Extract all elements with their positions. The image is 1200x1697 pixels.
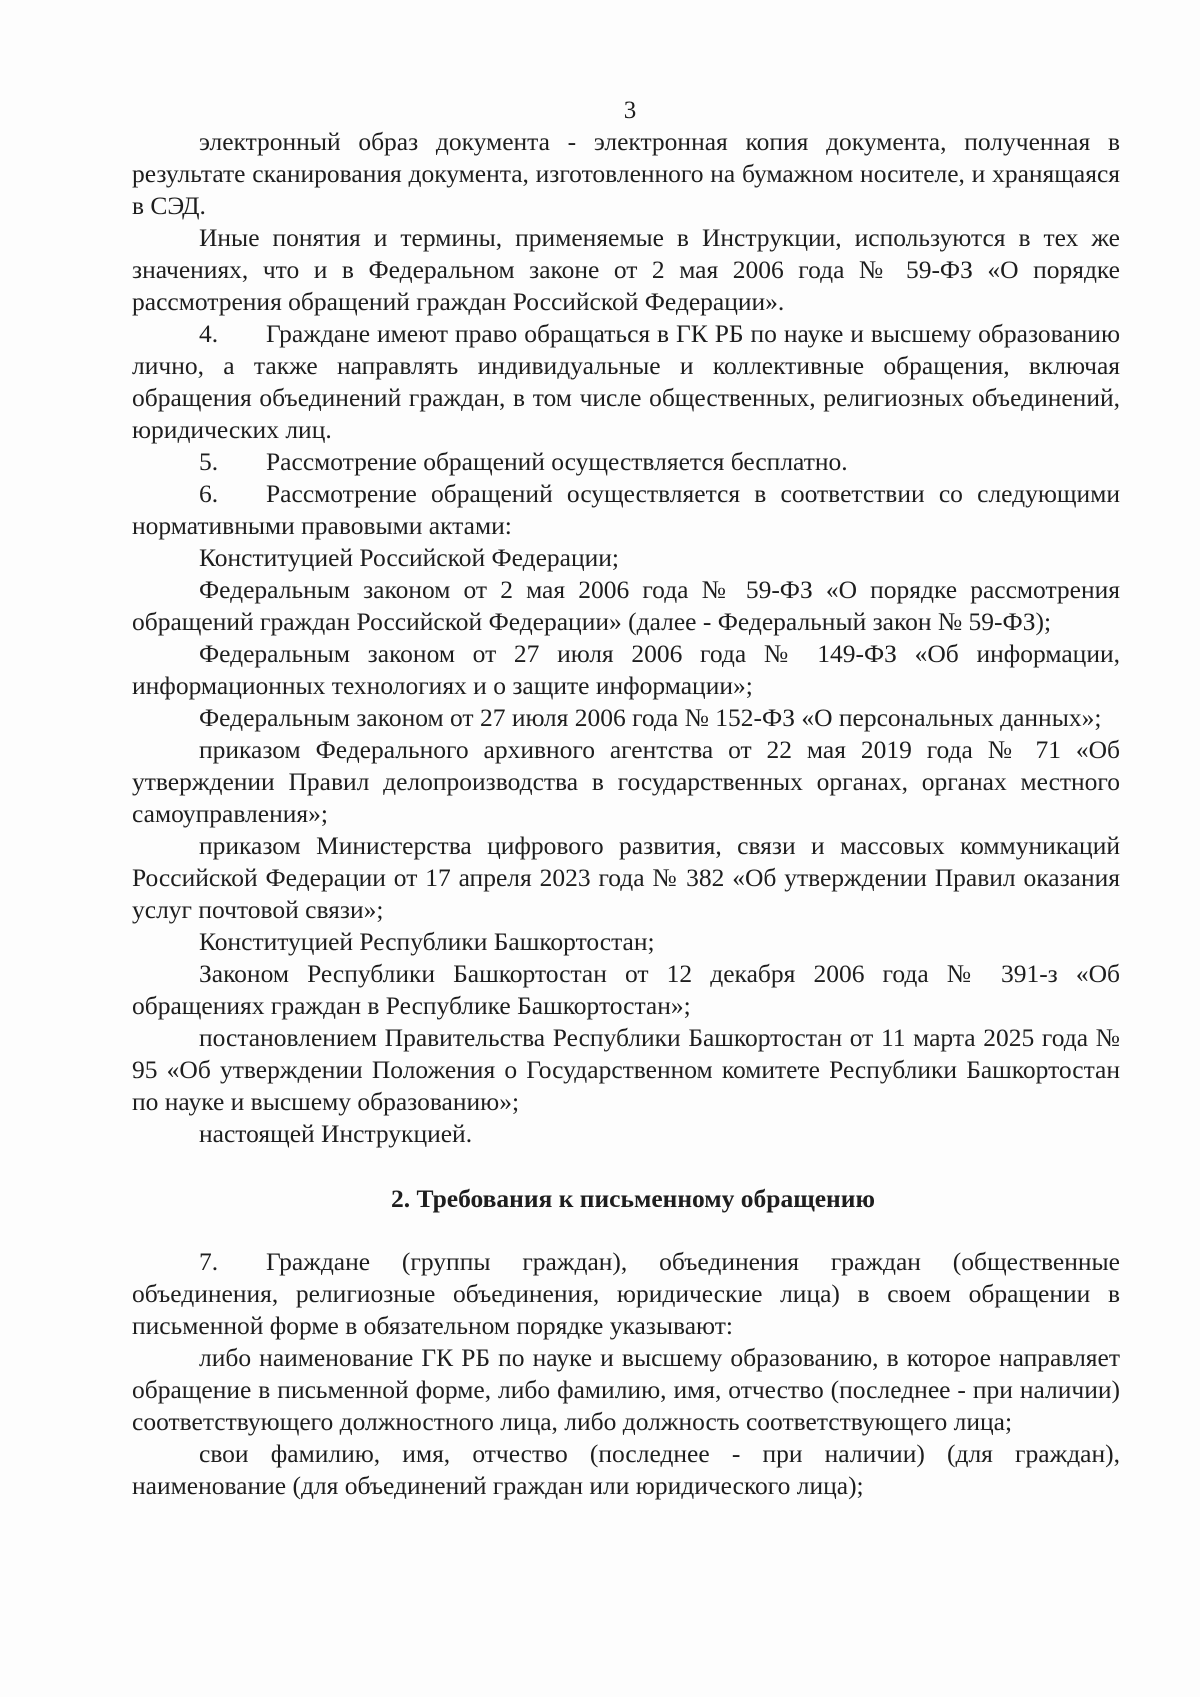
item-text: Рассмотрение обращений осуществляется в соответствии со следующими нормативными правовыми актами:	[132, 479, 1120, 540]
item-text: Граждане имеют право обращаться в ГК РБ по науке и высшему образованию лично, а также направлять индивидуальные и коллективные обращения, включая обращения объединений граждан, в том числе общественных, религиозных объединений, юридических лиц.	[132, 319, 1120, 444]
item-number: 7.	[199, 1247, 219, 1276]
item-text: Граждане (группы граждан), объединения граждан (общественные объединения, религиозные объединения, юридические лица) в своем обращении в письменной форме в обязательном порядке указывают:	[132, 1247, 1120, 1340]
item-4	[132, 318, 1120, 446]
item-number: 6.	[199, 479, 219, 508]
legal-act-law-152: Федеральным законом от 27 июля 2006 года № 152-ФЗ «О персональных данных»;	[199, 703, 1102, 732]
requirement-addressee: либо наименование ГК РБ по науке и высшему образованию, в которое направляет обращение в письменной форме, либо фамилию, имя, отчество (последнее - при наличии) соответствующего должностного лица, либо должность соответствующего лица;	[132, 1343, 1120, 1436]
legal-act-law-149: Федеральным законом от 27 июля 2006 года № 149-ФЗ «Об информации, информационных технологиях и о защите информации»;	[132, 639, 1120, 700]
item-6	[132, 478, 1120, 542]
paragraph-other-terms: Иные понятия и термины, применяемые в Инструкции, используются в тех же значениях, что и в Федеральном законе от 2 мая 2006 года № 59-ФЗ «О порядке рассмотрения обращений граждан Российской Федерации».	[132, 223, 1120, 316]
document-body	[132, 126, 1120, 1502]
section-heading: 2. Требования к письменному обращению	[391, 1184, 875, 1213]
legal-act-law-59: Федеральным законом от 2 мая 2006 года № 59-ФЗ «О порядке рассмотрения обращений граждан Российской Федерации» (далее - Федеральный закон № 59-ФЗ);	[132, 575, 1120, 636]
legal-act-instruction: настоящей Инструкцией.	[199, 1119, 473, 1148]
item-5	[132, 446, 1120, 478]
legal-act-resolution-95: постановлением Правительства Республики Башкортостан от 11 марта 2025 года № 95 «Об утверждении Положения о Государственном комитете Республики Башкортостан по науке и высшему образованию»;	[132, 1023, 1120, 1116]
item-7	[132, 1246, 1120, 1342]
item-text: Рассмотрение обращений осуществляется бесплатно.	[266, 447, 848, 476]
paragraph-electronic-image: электронный образ документа - электронная копия документа, полученная в результате сканирования документа, изготовленного на бумажном носителе, и хранящаяся в СЭД.	[132, 127, 1120, 220]
legal-act-constitution-rb: Конституцией Республики Башкортостан;	[199, 927, 655, 956]
legal-act-order-382: приказом Министерства цифрового развития, связи и массовых коммуникаций Российской Федерации от 17 апреля 2023 года № 382 «Об утверждении Правил оказания услуг почтовой связи»;	[132, 831, 1120, 924]
legal-act-law-391: Законом Республики Башкортостан от 12 декабря 2006 года № 391-з «Об обращениях граждан в Республике Башкортостан»;	[132, 959, 1120, 1020]
legal-act-constitution-rf: Конституцией Российской Федерации;	[199, 543, 619, 572]
item-number: 4.	[199, 319, 219, 348]
requirement-sender-name: свои фамилию, имя, отчество (последнее - при наличии) (для граждан), наименование (для объединений граждан или юридического лица);	[132, 1439, 1120, 1500]
item-number: 5.	[199, 447, 219, 476]
legal-act-order-71: приказом Федерального архивного агентства от 22 мая 2019 года № 71 «Об утверждении Правил делопроизводства в государственных органах, органах местного самоуправления»;	[132, 735, 1120, 828]
page-number: 3	[623, 97, 637, 124]
